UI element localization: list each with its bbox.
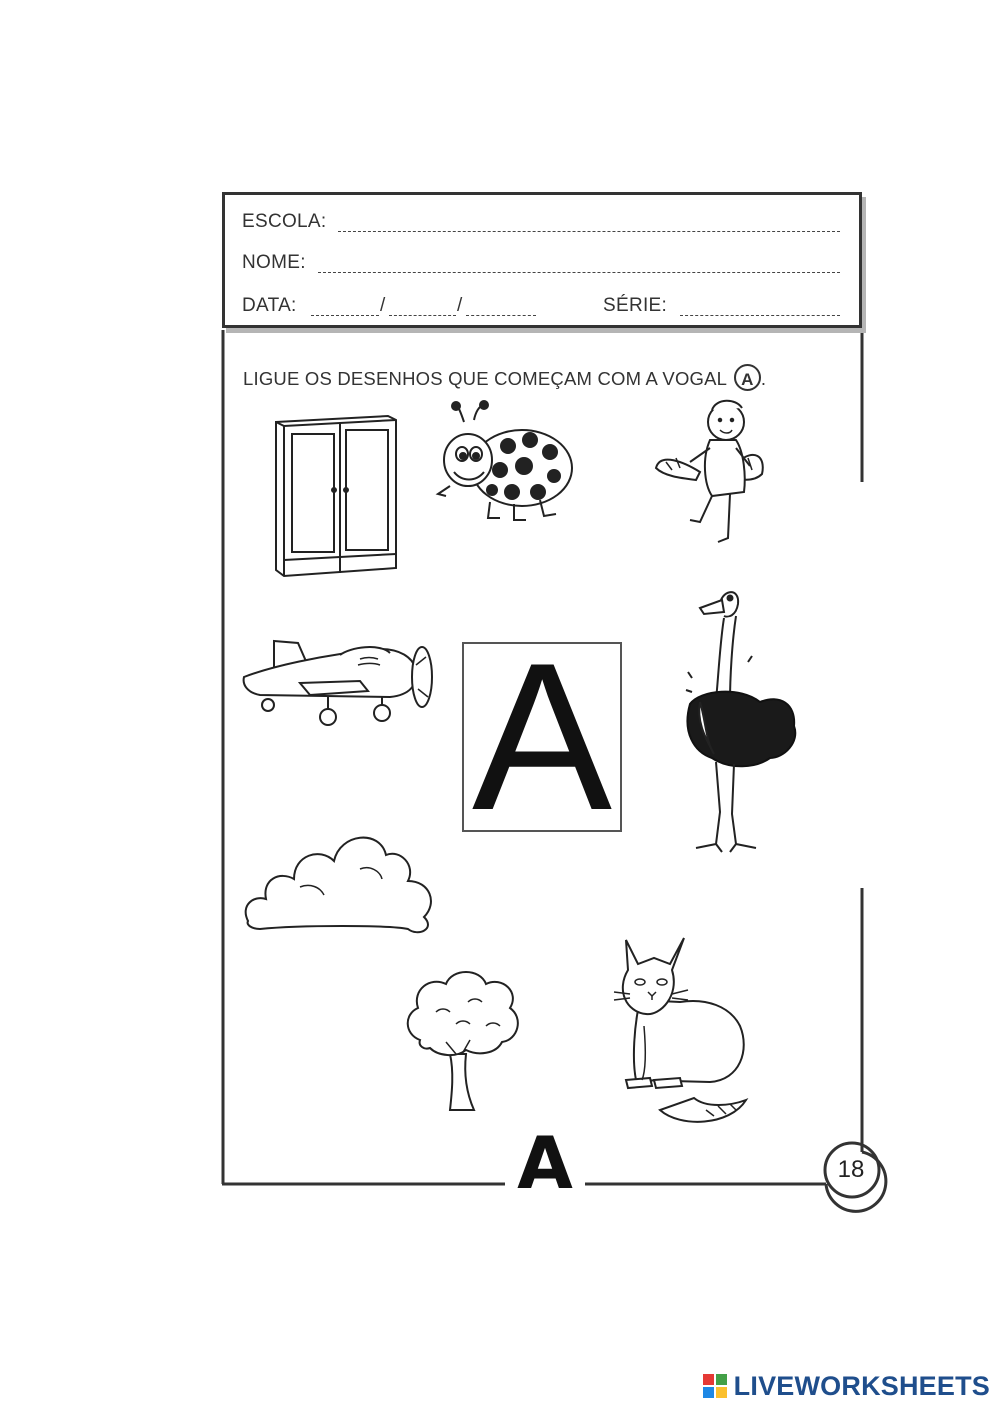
page-number: 18 (837, 1156, 865, 1183)
cloud-picture[interactable] (240, 825, 440, 945)
angel-picture[interactable] (650, 392, 770, 552)
vowel-badge: A (734, 364, 761, 391)
vowel-card[interactable] (462, 619, 622, 854)
name-label: NOME: (242, 252, 306, 273)
date-month-field[interactable] (389, 315, 456, 316)
instruction-text: LIGUE OS DESENHOS QUE COMEÇAM COM A VOGAL (243, 368, 727, 389)
footer-vowel-letter: A (517, 1121, 573, 1205)
instruction-end: . (760, 368, 767, 389)
date-day-field[interactable] (311, 315, 379, 316)
ladybug-picture[interactable] (430, 400, 575, 530)
school-field[interactable] (338, 231, 840, 232)
date-separator-2: / (457, 295, 463, 316)
brand-name: LIVEWORKSHEETS (733, 1370, 990, 1401)
cat-picture[interactable] (610, 930, 760, 1130)
date-year-field[interactable] (466, 315, 536, 316)
date-separator-1: / (380, 295, 386, 316)
vowel-card-letter: A (471, 619, 613, 854)
date-label: DATA: (242, 295, 297, 316)
liveworksheets-logo-icon (702, 1373, 728, 1399)
school-label: ESCOLA: (242, 211, 327, 232)
airplane-picture[interactable] (240, 635, 440, 735)
instruction (243, 364, 766, 391)
grade-field[interactable] (680, 315, 840, 316)
tree-picture[interactable] (400, 962, 525, 1122)
grade-label: SÉRIE: (603, 295, 668, 316)
liveworksheets-brand[interactable] (702, 1371, 990, 1401)
name-field[interactable] (318, 272, 840, 273)
wardrobe-picture[interactable] (270, 410, 400, 580)
ostrich-picture[interactable] (660, 582, 810, 857)
